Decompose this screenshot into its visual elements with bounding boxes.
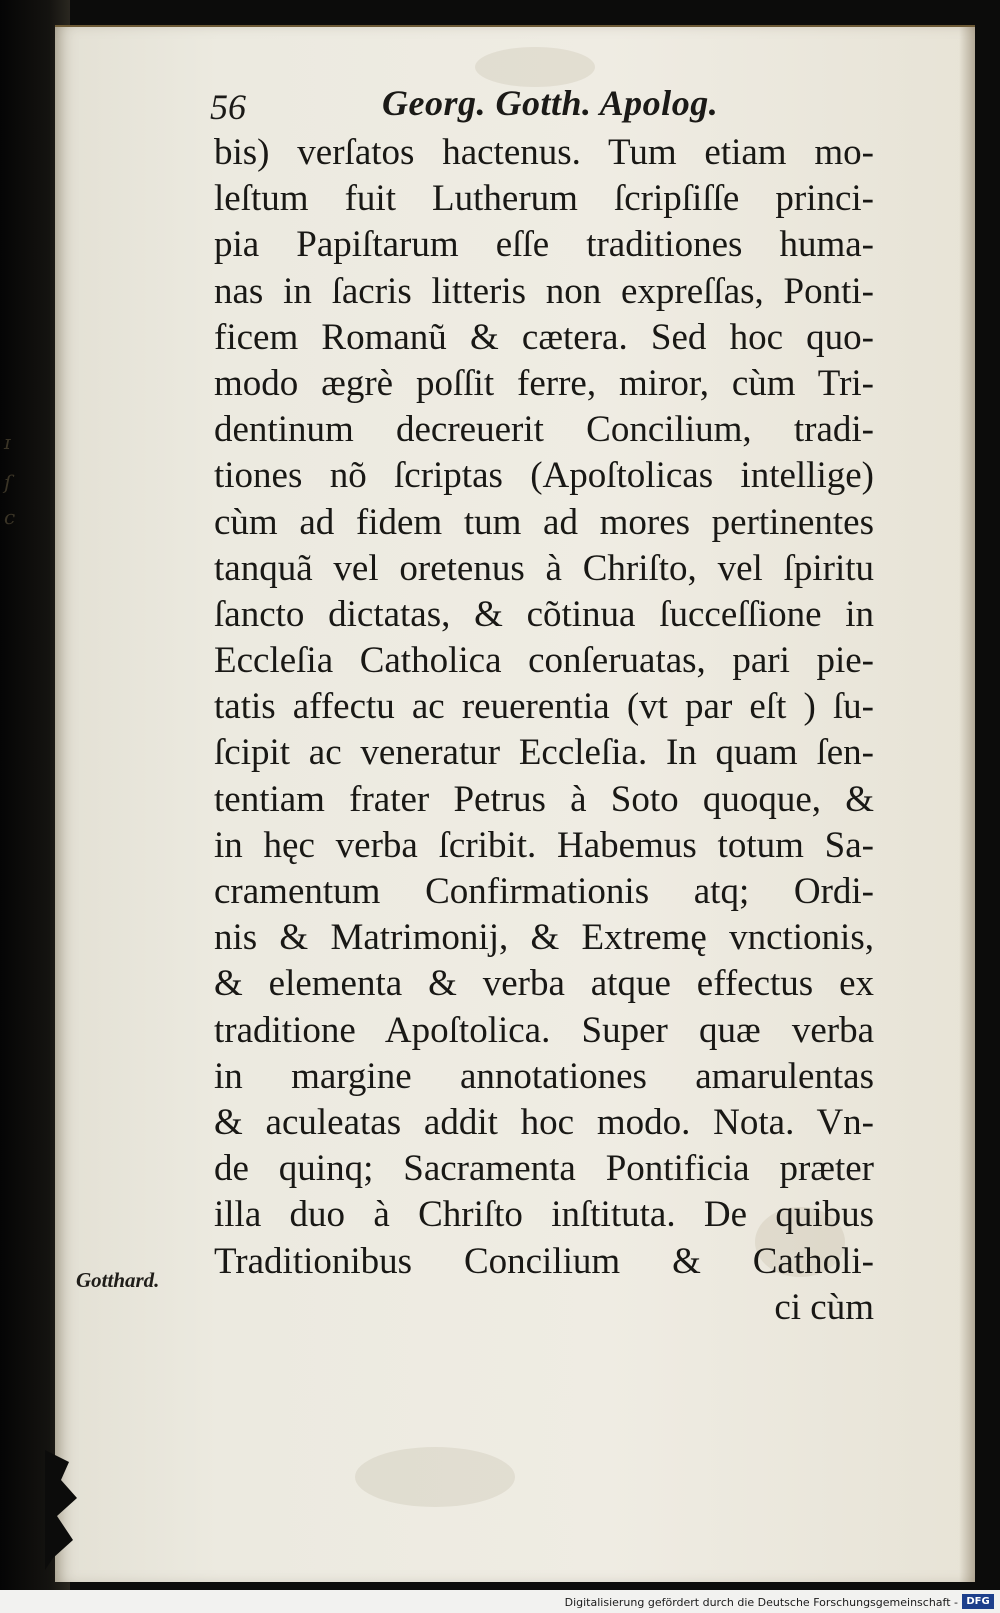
body-text <box>214 130 874 1331</box>
margin-note: Gotthard. <box>76 1268 160 1292</box>
dfg-logo: DFG <box>962 1594 994 1609</box>
text-line: & elementa & verba atque effectus ex <box>214 963 874 1005</box>
text-line: modo ægrè poſſit ferre, miror, cùm Tri- <box>214 362 874 404</box>
page-number: 56 <box>210 87 246 127</box>
text-line: tiones nõ ſcriptas (Apoſtolicas intellige) <box>214 455 874 497</box>
text-line: tanquã vel oretenus à Chriſto, vel ſpiritu <box>214 547 874 589</box>
text-line: ci cùm <box>774 1286 874 1328</box>
edge-mark: ɪ <box>4 430 11 454</box>
running-head <box>210 70 910 130</box>
text-line: Eccleſia Catholica conſeruatas, pari pie- <box>214 640 874 682</box>
text-line: traditione Apoſtolica. Super quæ verba <box>214 1009 874 1051</box>
text-line: de quinq; Sacramenta Pontificia præter <box>214 1148 874 1190</box>
text-line: in margine annotationes amarulentas <box>214 1055 874 1097</box>
text-line: bis) verſatos hactenus. Tum etiam mo- <box>214 132 874 173</box>
edge-mark: ſ <box>4 470 12 494</box>
text-line: dentinum decreuerit Concilium, tradi- <box>214 409 874 451</box>
text-line: in hęc verba ſcribit. Habemus totum Sa- <box>214 824 874 866</box>
text-line: tatis affectu ac reuerentia (vt par eſt ) ſu- <box>214 686 874 728</box>
text-line: ſcipit ac veneratur Eccleſia. In quam ſen- <box>214 732 874 774</box>
text-line: pia Papiſtarum eſſe traditiones huma- <box>214 224 874 266</box>
text-line: leſtum fuit Lutherum ſcripſiſſe princi- <box>214 178 874 220</box>
text-line: nis & Matrimonij, & Extremę vnctionis, <box>214 917 874 959</box>
text-line: tentiam frater Petrus à Soto quoque, & <box>214 778 874 820</box>
text-line: cramentum Confirmationis atq; Ordi- <box>214 871 874 912</box>
text-line: ficem Romanũ & cætera. Sed hoc quo- <box>214 316 874 358</box>
adjacent-page-marks <box>4 430 54 550</box>
text-line: Traditionibus Concilium & Catholi- <box>214 1240 874 1282</box>
text-line: cùm ad fidem tum ad mores pertinentes <box>214 501 874 543</box>
text-line: illa duo à Chriſto inſtituta. De quibus <box>214 1194 874 1236</box>
text-line: & aculeatas addit hoc modo. Nota. Vn- <box>214 1101 874 1143</box>
running-title: Georg. Gotth. Apolog. <box>382 83 719 123</box>
text-line: ſancto dictatas, & cõtinua ſucceſſione in <box>214 593 874 635</box>
page-edge-shadow <box>959 27 975 1582</box>
text-line: nas in ſacris litteris non expreſſas, Ponti- <box>214 270 874 312</box>
digitization-credit: Digitalisierung gefördert durch die Deutsche Forschungsgemeinschaft - <box>564 1596 958 1609</box>
edge-mark: c <box>4 505 16 529</box>
paper-stain <box>355 1447 515 1507</box>
